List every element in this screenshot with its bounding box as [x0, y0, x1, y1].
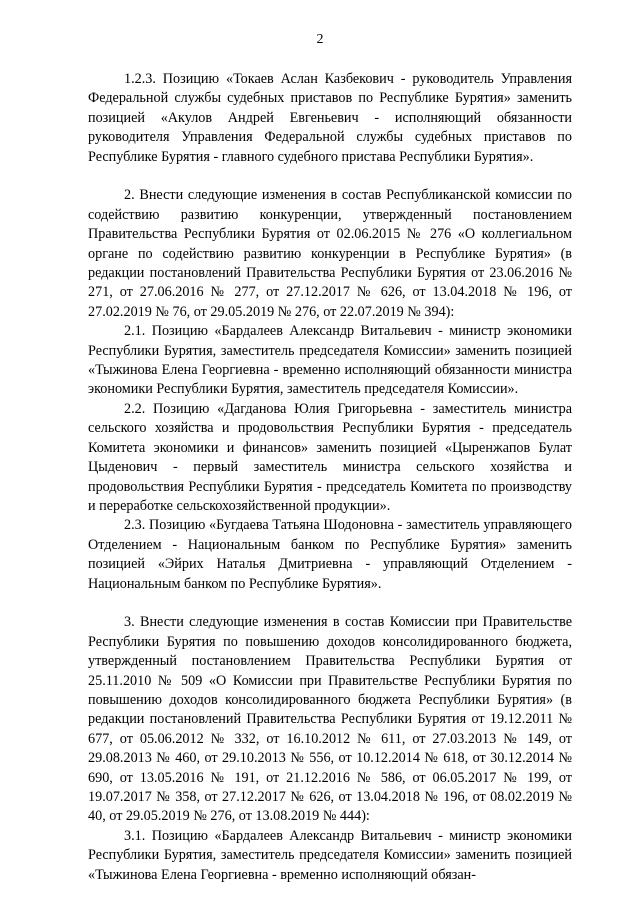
paragraph-2-1: 2.1. Позицию «Бардалеев Александр Витальевич - министр экономики Республики Бурятия, заместитель председателя Комиссии» заменить позицией «Тыжинова Елена Георгиевна - временно исполняющий обязанности министра экономики Республики Бурятия, заместитель председателя Комиссии».	[88, 323, 572, 398]
paragraph-2-3: 2.3. Позицию «Бугдаева Татьяна Шодоновна - заместитель управляющего Отделением - Национальным банком по Республике Бурятия» заменить позицией «Эйрих Наталья Дмитриевна - управляющий Отделением - Национальным банком по Республике Бурятия».	[88, 517, 572, 592]
paragraph-3-1: 3.1. Позицию «Бардалеев Александр Витальевич - министр экономики Республики Бурятия, заместитель председателя Комиссии» заменить позицией «Тыжинова Елена Георгиевна - временно исполняющий обязан-	[88, 827, 572, 883]
paragraph-2: 2. Внести следующие изменения в состав Республиканской комиссии по содействию развитию конкуренции, утвержденный постановлением Правительства Республики Бурятия от 02.06.2015 № 276 «О коллегиальном органе по содействию развитию конкуренции в Республике Бурятия» (в редакции постановлений Правительства Республики Бурятия от 23.06.2016 № 271, от 27.06.2016 № 277, от 27.12.2017 № 626, от 13.04.2018 № 196, от 27.02.2019 № 76, от 29.05.2019 № 276, от 22.07.2019 № 394):	[88, 187, 572, 320]
paragraph-1-2-3: 1.2.3. Позицию «Токаев Аслан Казбекович - руководитель Управления Федеральной службы судебных приставов по Республике Бурятия» заменить позицией «Акулов Андрей Евгеньевич - исполняющий обязанности руководителя Управления Федеральной службы судебных приставов по Республике Бурятия - главного судебного пристава Республики Бурятия».	[88, 71, 572, 165]
paragraph-2-2: 2.2. Позицию «Дагданова Юлия Григорьевна - заместитель министра сельского хозяйства и продовольствия Республики Бурятия - председатель Комитета экономики и финансов» заменить позицией «Цыренжапов Булат Цыденович - первый заместитель министра сельского хозяйства и продовольствия Республики Бурятия - председатель Комитета по производству и переработке сельскохозяйственной продукции».	[88, 400, 572, 514]
page-number: 2	[316, 32, 324, 47]
document-body	[88, 70, 572, 885]
paragraph-3: 3. Внести следующие изменения в состав Комиссии при Правительстве Республики Бурятия по повышению доходов консолидированного бюджета, утвержденный постановлением Правительства Республики Бурятия от 25.11.2010 № 509 «О Комиссии при Правительстве Республики Бурятия по повышению доходов консолидированного бюджета Республики Бурятия» (в редакции постановлений Правительства Республики Бурятия от 19.12.2011 № 677, от 05.06.2012 № 332, от 16.10.2012 № 611, от 27.03.2013 № 149, от 29.08.2013 № 460, от 29.10.2013 № 556, от 10.12.2014 № 618, от 30.12.2014 № 690, от 13.05.2016 № 191, от 21.12.2016 № 586, от 06.05.2017 № 199, от 19.07.2017 № 358, от 27.12.2017 № 626, от 13.04.2018 № 196, от 08.02.2019 № 40, от 29.05.2019 № 276, от 13.08.2019 № 444):	[88, 614, 572, 825]
